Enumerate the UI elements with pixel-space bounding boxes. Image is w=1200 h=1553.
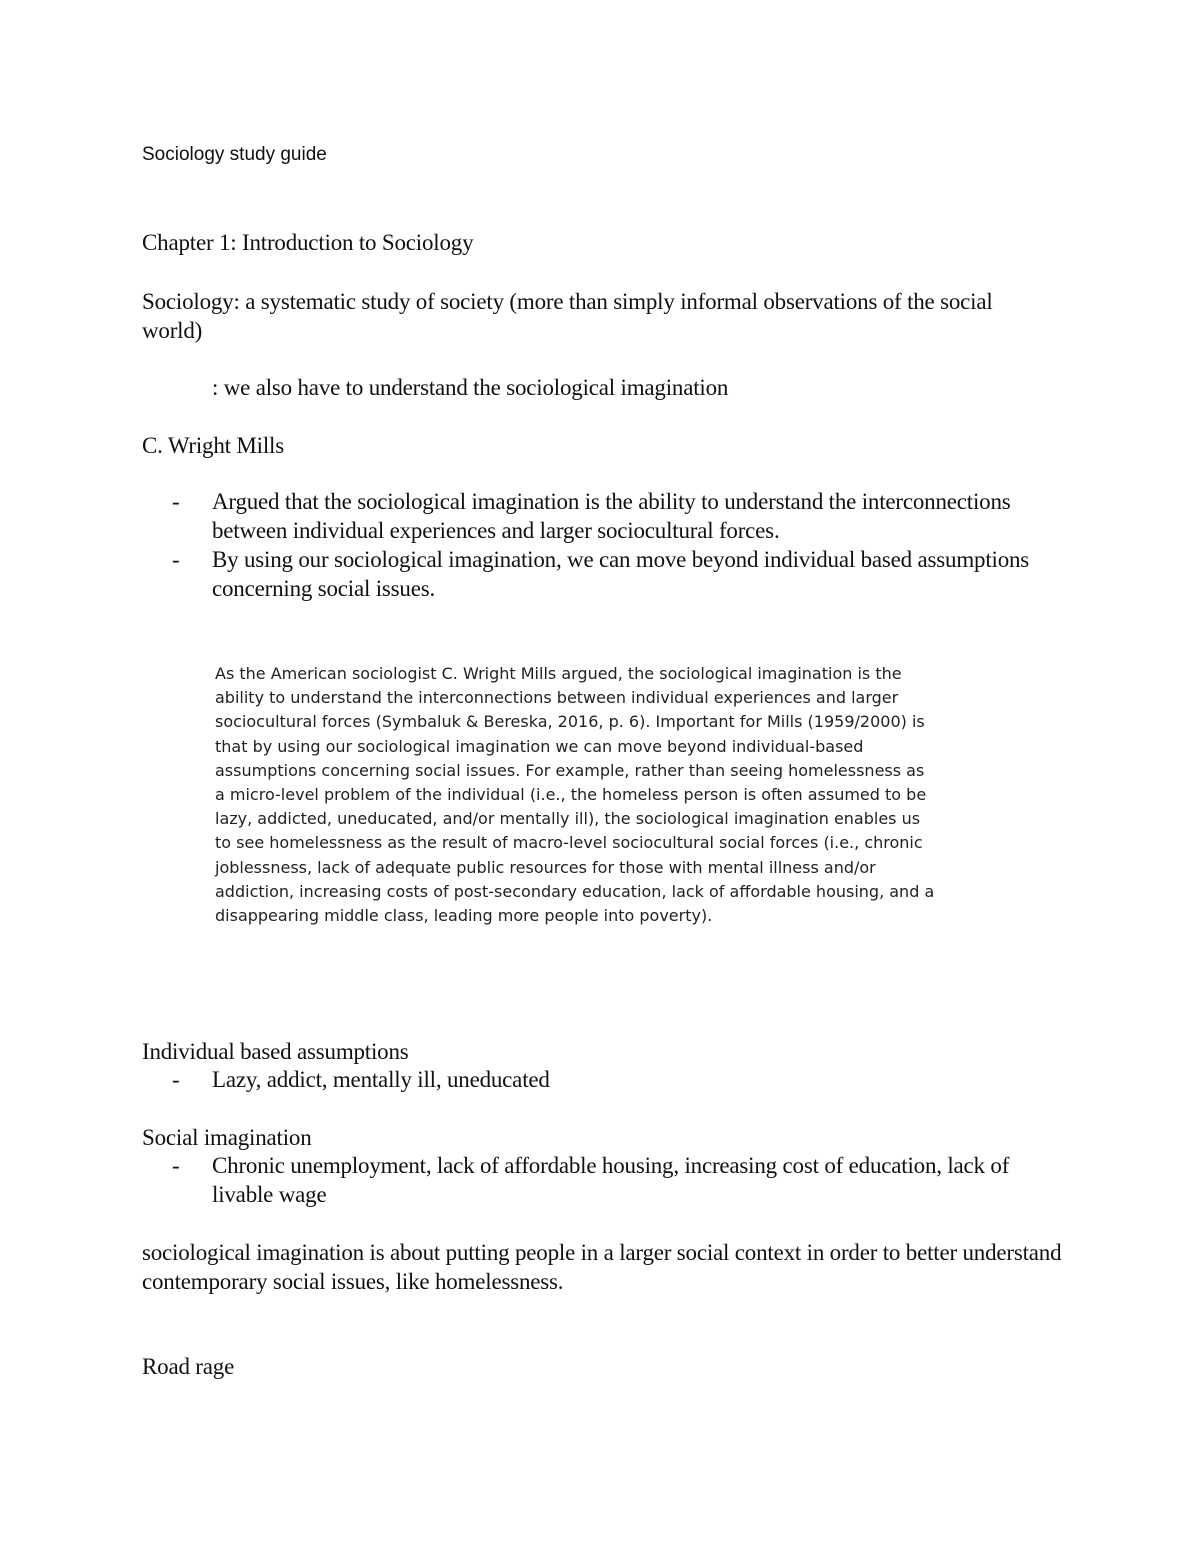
road-rage-heading: Road rage — [142, 1354, 235, 1379]
bullet-marker: - — [172, 1153, 180, 1178]
bullet-text: By using our sociological imagination, we can move beyond individual based assumptions concerning social issues. — [212, 547, 1030, 601]
chapter-heading: Chapter 1: Introduction to Sociology — [142, 230, 474, 255]
bullet-text: Argued that the sociological imagination is the ability to understand the interconnections between individual experiences and larger sociocultural forces. — [212, 489, 1011, 543]
mills-quote-excerpt: As the American sociologist C. Wright Mills argued, the sociological imagination is the ability to understand the interconnections between individual experiences and larger sociocultural forces (Symbaluk & Bereska, 2016, p. 6). Important for Mills (1959/2000) is that by using our sociological imagination we can move beyond individual-based assumptions concerning social issues. For example, rather than seeing homelessness as a micro-level problem of the individual (i.e., the homeless person is often assumed to be lazy, addicted, uneducated, and/or mentally ill), the sociological imagination enables us to see homelessness as the result of macro-level sociocultural social forces (i.e., chronic joblessness, lack of adequate public resources for those with mental illness and/or addiction, increasing costs of post-secondary education, lack of affordable housing, and a disappearing middle class, leading more people into poverty). — [215, 664, 935, 926]
summary-paragraph: sociological imagination is about putting people in a larger social context in order to better understand contemporary social issues, like homelessness. — [142, 1240, 1062, 1294]
bullet-marker: - — [172, 547, 180, 572]
bullet-text: Lazy, addict, mentally ill, uneducated — [212, 1067, 550, 1092]
individual-assumptions-heading: Individual based assumptions — [142, 1039, 409, 1064]
bullet-marker: - — [172, 1067, 180, 1092]
document-title: Sociology study guide — [142, 144, 327, 165]
social-imagination-heading: Social imagination — [142, 1125, 312, 1150]
bullet-text: Chronic unemployment, lack of affordable housing, increasing cost of education, lack of livable wage — [212, 1153, 1010, 1207]
mills-heading: C. Wright Mills — [142, 433, 284, 458]
sociology-definition: Sociology: a systematic study of society (more than simply informal observations of the social world) — [142, 289, 993, 343]
definition-note: : we also have to understand the sociological imagination — [212, 375, 729, 400]
bullet-marker: - — [172, 489, 180, 514]
